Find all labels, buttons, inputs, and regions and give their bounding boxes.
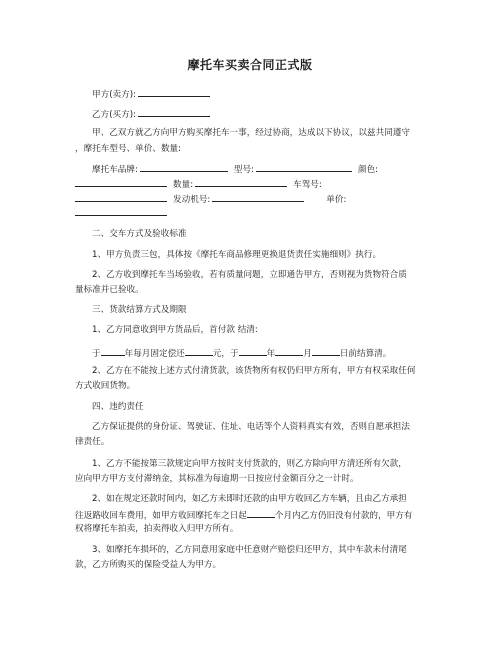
vehicle-row-2	[75, 178, 322, 191]
year-blank-2[interactable]	[239, 347, 267, 356]
s3-clause-1: 1、乙方同意收到甲方货品后，首付款 结清:	[92, 325, 258, 335]
s4-clause-1-line-1: 1、乙方不能按第三款规定向甲方按时支付货款的，则乙方除向甲方清还所有欠款，	[92, 459, 407, 469]
plate-blank[interactable]	[75, 193, 167, 202]
party-b-label: 乙方(买方):	[92, 110, 136, 120]
s3-clause-2-line-1: 2、乙方在不能按上述方式付清货款，该货物所有权仍归甲方所有，甲方有权采取任何	[92, 366, 416, 376]
price-blank[interactable]	[75, 207, 167, 216]
month-blank[interactable]	[275, 347, 303, 356]
section-3-heading: 三、货款结算方式及期限	[92, 305, 187, 315]
party-a-line	[92, 88, 210, 101]
intro-line-1: 甲、乙双方就乙方向甲方购买摩托车一事，经过协商，达成以下协议，以兹共同遵守	[92, 128, 410, 138]
s3-clause-2-line-2: 方式收回货物。	[75, 381, 136, 391]
vehicle-row-1	[92, 163, 378, 176]
s4-clause-2-text-b: 个月内乙方仍旧没有付款的，甲方有	[274, 511, 413, 521]
s3-schedule-text-b: 年每月固定偿还	[124, 349, 185, 359]
model-blank[interactable]	[256, 163, 352, 172]
s2-clause-1: 1、甲方负责三包，具体按《摩托车商品修理更换退货责任实施细则》执行。	[92, 250, 382, 260]
party-b-line	[92, 108, 210, 121]
s3-schedule-text-e: 月	[303, 349, 312, 359]
quantity-label: 数量:	[173, 180, 194, 190]
s3-schedule-text-d: 年	[266, 349, 276, 359]
s4-clause-1-line-2: 应向甲方甲方支付滞纳金，其标准为每逾期一日按应付金额百分之一计时。	[75, 474, 359, 484]
party-a-blank[interactable]	[138, 88, 210, 97]
s4-clause-3-line-1: 3、如摩托车损坏的，乙方同意用家庭中任意财产赔偿归还甲方，其中车款未付清尾	[92, 545, 407, 555]
year-blank-1[interactable]	[101, 347, 125, 356]
engine-label: 发动机号:	[173, 195, 211, 205]
quantity-blank[interactable]	[195, 178, 287, 187]
party-a-label: 甲方(卖方):	[92, 90, 136, 100]
s4-clause-2-line-3: 权将摩托车拍卖，拍卖得收入归甲方所有。	[75, 524, 239, 534]
s2-clause-2-line-1: 2、乙方收到摩托车当场验收，若有质量问题，立即通告甲方，否则视为货物符合质	[92, 270, 407, 280]
s4-clause-2-line-1: 2、如在规定还款时间内，如乙方未即时还款的由甲方收回乙方车辆，且由乙方承担	[92, 494, 407, 504]
s4-clause-2-text-a: 往返路收回车费用，如甲方收回摩托车之日起	[75, 511, 247, 521]
amount-blank[interactable]	[185, 347, 213, 356]
color-label: 颜色:	[357, 165, 379, 175]
s3-schedule-text-c: 元，于	[212, 349, 239, 359]
color-blank[interactable]	[75, 178, 167, 187]
brand-label: 摩托车品牌:	[92, 165, 138, 175]
s4-clause-3-line-2: 款，乙方所购买的保险受益人为甲方。	[75, 560, 222, 570]
day-blank[interactable]	[312, 347, 340, 356]
price-label: 单价:	[326, 195, 347, 205]
s3-schedule-text-f: 日前结算清。	[339, 349, 392, 359]
intro-line-2: ，摩托车型号、单价、数量:	[75, 144, 182, 154]
plate-label: 车驾号:	[293, 180, 322, 190]
s3-schedule-line	[92, 347, 391, 360]
vehicle-row-4	[75, 207, 167, 220]
engine-blank[interactable]	[212, 193, 304, 202]
s4-clause-2-line-2	[75, 509, 412, 522]
s2-clause-2-line-2: 量标准并已验收。	[75, 285, 144, 295]
document-title: 摩托车买卖合同正式版	[187, 58, 313, 72]
vehicle-row-3	[75, 193, 346, 206]
s4-guarantee-line-1: 乙方保证提供的身份证、驾驶证、住址、电话等个人资料真实有效，否则自愿承担法	[92, 422, 410, 432]
model-label: 型号:	[233, 165, 254, 175]
s3-schedule-text-a: 于	[92, 349, 101, 359]
section-2-heading: 二、交车方式及验收标准	[92, 229, 187, 239]
months-blank[interactable]	[247, 509, 275, 518]
brand-blank[interactable]	[140, 163, 228, 172]
s4-guarantee-line-2: 律责任。	[75, 437, 110, 447]
party-b-blank[interactable]	[138, 108, 210, 117]
section-4-heading: 四、违约责任	[92, 402, 144, 412]
